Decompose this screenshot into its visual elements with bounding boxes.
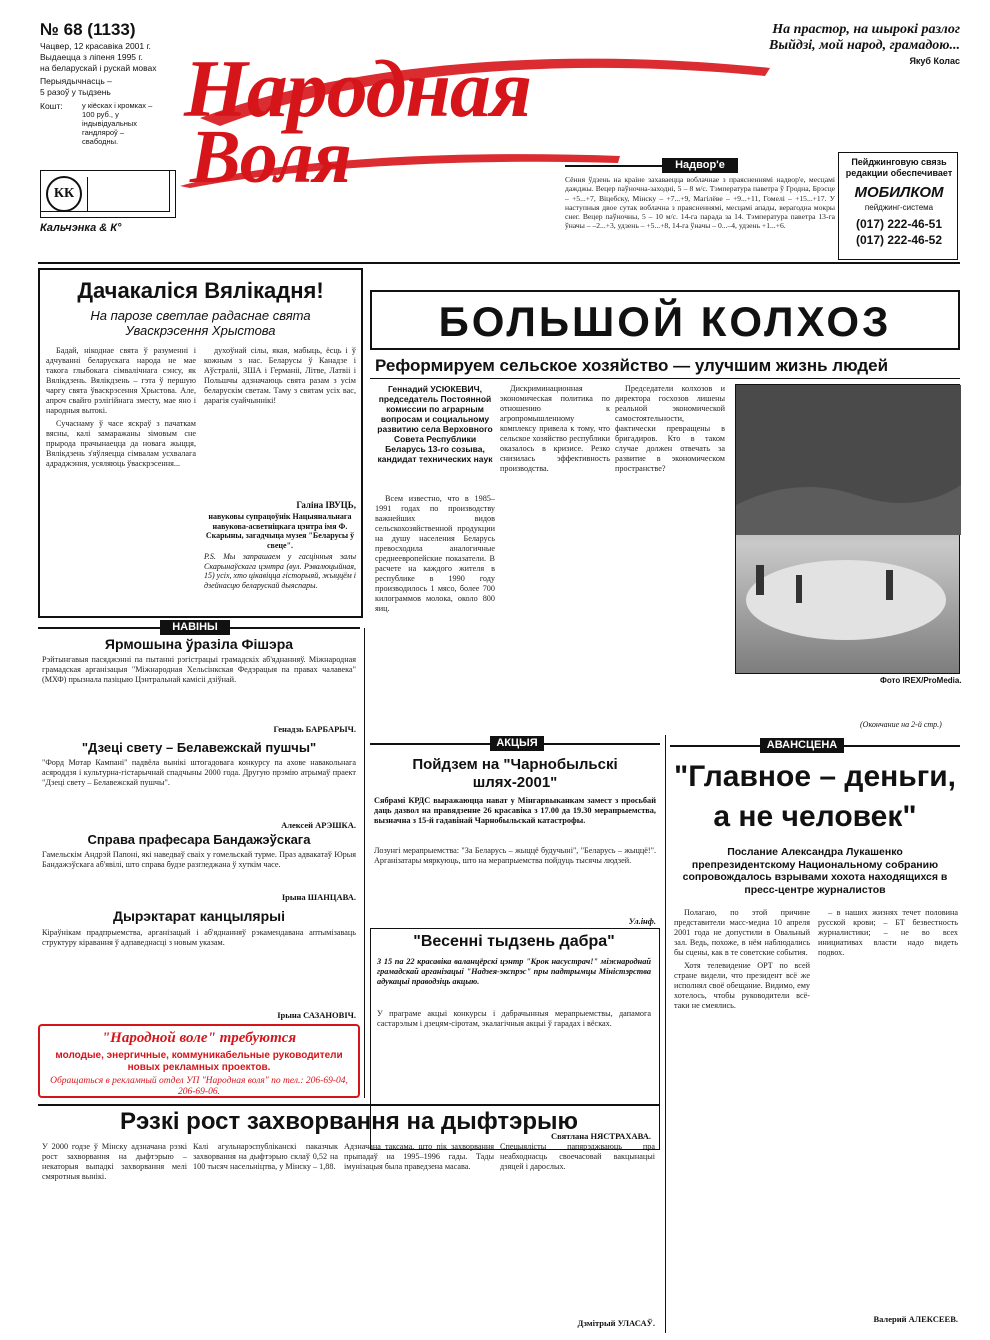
navins-tag: НАВІНЫ <box>160 620 230 635</box>
wanted-ad <box>38 1024 360 1098</box>
kolkhoz-title: БОЛЬШОЙ КОЛХОЗ <box>438 298 892 345</box>
avantscena-title-2: а не человек" <box>713 800 917 833</box>
avantscena-sign: Валерий АЛЕКСЕЕВ. <box>873 1314 958 1324</box>
kolkhoz-col-3 <box>615 384 725 724</box>
kk-emblem-icon: КК <box>46 176 82 212</box>
navins-t2: "Форд Мотар Кампані" падвёла вынікі штогадовага конкурсу па ахове навакольнага асяроддзя і культурна-гістарычнай спадчыны 2000 года. Другую прэмію атрымаў праект "Дзеці свету – Белавежскай пушчы". <box>42 758 356 787</box>
navins-h3: Справа прафесара Бандажэўскага <box>87 832 311 847</box>
issue-number: № 68 (1133) <box>40 20 136 39</box>
avantscena-tag: АВАНСЦЕНА <box>760 738 844 753</box>
avantscena-col-2 <box>818 908 958 1308</box>
chernobyl-tag: АКЦЫЯ <box>490 736 544 751</box>
pager-ad-title: Пейджинговую связь редакции обеспечивает <box>845 157 953 178</box>
title-line-2: Воля <box>190 115 351 199</box>
diphtheria-col-4: Спецыялісты папярэджваюць пра неабходнасць своечасовай вакцынацыі дзяцей і дарослых. <box>500 1142 655 1171</box>
kolkhoz-para-3: Председатели колхозов и директора госхозов лишены реальной экономической самостоятельности, фактически превращены в бригадиров. Кто в таком случае должен отвечать за развитие в экономическом пространстве? <box>615 384 725 473</box>
kk-small-print <box>87 177 171 211</box>
kolkhoz-subtitle: Реформируем сельское хозяйство — улучшим жизнь людей <box>375 356 889 375</box>
kk-box <box>40 170 176 218</box>
easter-col-1 <box>46 346 196 608</box>
wanted-text: молодые, энергичные, коммуникабельные руководители новых рекламных проектов. <box>55 1050 343 1073</box>
kindness-lead: З 15 па 22 красавіка валанцёрскі цэнтр "Крок насустрач!" міжнароднай грамадскай арганізацыі "Надзея-экспрэс" пры падтрымцы Міністэрства адукацыі праводзіць акцыю. <box>377 957 651 986</box>
kolkhoz-subtitle-rule <box>370 378 960 379</box>
kolkhoz-col-1 <box>375 494 495 724</box>
diphtheria-title: Рэзкі рост захворвання на дыфтэрыю <box>119 1108 579 1135</box>
price-value: у кіёсках і кромках – 100 руб., у індывідуальных гандляроў – свабодны. <box>82 101 153 146</box>
kolkhoz-para-2: Дискриминационная экономическая политика по отношению к агропромышленному комплексу привела к тому, что сельское хозяйство республики оказалось в кризисе. Резко снизилась эффективность производства. <box>500 384 610 473</box>
avantscena-para-1: Полагаю, по этой причине представители масс-медиа 10 апреля 2001 года не допустили в Овальный зал. Ведь, похоже, в нём наблюдались бы сцены, как в те советские события. <box>674 908 810 957</box>
navins-t4: Кіраўнікам прадпрыемства, арганізацый і аб'яднанняў рэкамендавана аптымізаваць структуру кіравання ў адпаведнасці з новым указам. <box>42 928 356 947</box>
motto-author: Якуб Колас <box>909 56 960 66</box>
pager-ad-brand: МОБИЛКОМ <box>854 184 944 201</box>
navins-sign-2: Алексей АРЭШКА. <box>281 820 356 830</box>
wanted-title: "Народной воле" требуются <box>101 1030 297 1046</box>
period-value: 5 разоў у тыдзень <box>40 87 111 97</box>
easter-col-2 <box>204 346 356 496</box>
diphtheria-col-3: Адзначана таксама, што пік захворвання прыпадаў на 1995–1996 гады. Тады імунізацыя была праведзена масава. <box>344 1142 494 1171</box>
kolkhoz-continued: (Окончание на 2-й стр.) <box>860 720 942 729</box>
diphtheria-col-1: У 2000 годзе ў Мінску адзначана рэзкі рост захворвання на дыфтэрыю – некаторыя выпадкі захворвання мелі смяротныя вынікі. <box>42 1142 187 1181</box>
easter-subtitle: На парозе светлае радаснае свята Уваскрэсення Хрыстова <box>90 308 311 338</box>
pager-ad-phone-1: (017) 222-46-51 <box>855 217 943 231</box>
diphtheria-rule <box>38 1104 660 1106</box>
easter-para-3: духоўнай сілы, якая, мабыць, ёсць і ў кожным з нас. Беларусы ў Канадзе і Аўстраліі, ЗША і Германіі, Літве, Латвіі і Польшчы адзначаюць свята разам з усім беларускім светам. Таму з святам усіх вас, дарагія суайчыннікі! <box>204 346 356 405</box>
kolkhoz-headline-box <box>370 290 960 350</box>
easter-title: Дачакаліся Вялікадня! <box>77 278 324 303</box>
navins-t1: Рэйтынгавыя пасяджэнні па пытанні рэгістрацыі грамадскіх аб'яднанняў. Міжнародная грамадская арганізацыя "Міжнародная Хельсінкская Федэрацыя па правах чалавека" (МХФ) прызнала пазіцыю Цэнтральнай камісіі дзіўнай. <box>42 655 356 684</box>
founded-note: Выдаецца з ліпеня 1995 г. <box>40 52 143 62</box>
kindness-body: У праграме акцыі конкурсы і дабрачынныя мерапрыемствы, дапамога састарэлым і дзецям-сіротам, экалагічныя акцыі ў гарадах і вёсках. <box>377 1009 651 1028</box>
kindness-title: "Весенні тыдзень дабра" <box>413 933 615 950</box>
kk-label: Кальчэнка & К° <box>40 222 122 234</box>
chernobyl-lead: Сябрамі КРДС выражаюцца нават у Мінгарвыканкам замест з просьбай даць дазвол на правядзенне 26 красавіка з 17.00 да 19.30 мерапрыемства, вызначна з 15-й гадавінай Чарнобыльскай катастрофы. <box>374 796 656 825</box>
easter-article <box>38 268 363 618</box>
navins-sign-1: Генадзь БАРБАРЫЧ. <box>273 724 356 734</box>
easter-signature-role: навуковы супрацоўнік Нацыянальнага навукова-асветніцкага цэнтра імя Ф. Скарыны, загадчыца музея "Беларусы ў свеце". <box>205 512 355 550</box>
navins-sign-4: Ірына САЗАНОВІЧ. <box>277 1010 356 1020</box>
kolkhoz-lead: Геннадий УСЮКЕВИЧ, председатель Постоянной комиссии по аграрным вопросам и социальному развитию села Верховного Совета Республики Беларусь 13-го созыва, кандидат технических наук <box>377 384 493 464</box>
kindness-sign: Святлана НЯСТРАХАВА. <box>551 1131 651 1141</box>
pager-ad-brand-sub: пейджинг-система <box>864 203 934 212</box>
kolkhoz-col-2 <box>500 384 610 724</box>
masthead-bottom-rule <box>38 262 960 264</box>
col-rule-right <box>665 735 666 1333</box>
weather-tag: Надвор'е <box>662 158 738 173</box>
kolkhoz-photo <box>735 384 960 674</box>
avantscena-para-2: Хотя телевидение ОРТ по всей стране видели, что президент всё же исполнял своё обещание. Видимо, ему хотелось, чтобы руководители всё-таки не смеялись. <box>674 961 810 1010</box>
chernobyl-body: Лозунгі мерапрыемства: "За Беларусь – жыццё будучыні", "Беларусь – жыццё!". Арганізатары мяркуюць, што на мерапрыемства пойдуць тысячы людзей. <box>374 846 656 865</box>
issue-date: Чацвер, 12 красавіка 2001 г. <box>40 41 151 51</box>
kolkhoz-photo-caption: Фото IREX/ProMedia. <box>880 676 962 685</box>
motto-line-1: На прастор, на шырокі разлог <box>772 22 960 37</box>
easter-para-2: Сучаснаму ў часе яскраў з пачаткам вясны, калі замаражаны зімовым сне прырода прачынаецца да новага жыцця, Вялікдзень з'яўляецца сімвалам усхвалага адраджэння, усяляюць ўваскрэсення... <box>46 419 196 468</box>
pager-ad-phone-2: (017) 222-46-52 <box>855 233 943 247</box>
period-label: Перыядычнасць – <box>40 76 112 86</box>
avantscena-title-1: "Главное – деньги, <box>674 760 956 793</box>
navins-h2: "Дзеці свету – Белавежскай пушчы" <box>81 740 317 755</box>
kolkhoz-photo-scene <box>736 385 961 675</box>
pager-ad <box>838 152 958 260</box>
easter-signature: Галіна ІВУЦЬ, <box>296 500 356 510</box>
navins-t3: Гамельскім Андрэй Папоні, які наведваў сваіх у гомельскай турме. Праз адвакатаў Юрыя Бандажэўскага аб'явілі, што справа будзе разгледжана ў хуткім часе. <box>42 850 356 869</box>
navins-sign-3: Ірына ШАНЦАВА. <box>281 892 356 902</box>
chernobyl-title: Пойдзем на "Чарнобыльскі шлях-2001" <box>412 756 618 791</box>
diphtheria-sign: Дзмітрый УЛАСАЎ. <box>577 1318 655 1328</box>
diphtheria-col-2: Калі агульнарэспубліканскі паказчык захворвання на дыфтэрыю склаў 0,52 на 100 тысяч насельніцтва, у Мінску – 1,88. <box>193 1142 338 1171</box>
navins-h1: Ярмошына ўразіла Фішэра <box>104 636 294 652</box>
avantscena-col-1 <box>674 908 810 1328</box>
weather-text: Сёння ўдзень на краіне захаваецца воблачнае з праясненнямі надвор'е, месцамі дажджы. Вецер паўночна-заходні, 5 – 8 м/с. Тэмпература паветра ў Гродна, Брэсце – +5...+7, Віцебску, Мінску – +7...+9, Магілёве – +9...+11, Гомелі – +15...+17. У наступныя двое сутак воблачна з праясненнямі, месцамі апады, верагодна мокры снег. Вецер паўночны, 5 – 10 м/с. 14-га парада за 14. Тэмпература паветра 13-га ўначы – –2...+3, удзень – +5...+8, 14-га ўначы – 0...–4, удзень +1...+6. <box>565 175 835 231</box>
avantscena-para-3: – в наших жизнях течет половина русской крови; – БТ безвестность журналистики; – не во всех инициативах власти надо видеть подвох. <box>818 908 958 957</box>
kolkhoz-para-1: Всем известно, что в 1985–1991 годах по производству важнейших видов сельскохозяйственной продукции на душу населения Беларусь превосходила аналогичные среднеевропейские показатели. В расчете на каждого жителя в республике в 1990 году производилось 1 мясо, более 700 килограммов молока, около 800 яиц. <box>375 494 495 613</box>
languages-note: на беларускай і рускай мовах <box>40 63 157 73</box>
navins-h4: Дырэктарат канцылярыі <box>112 908 286 924</box>
easter-ps: P.S. Мы запрашаем у гасцінныя залы Скарынаўскага цэнтра (вул. Рэвалюцыйная, 15) усіх, хто цікавіцца гісторыяй, жыццём і дзейнасцю беларускай дыяспары. <box>204 552 356 590</box>
wanted-contact: Обращаться в рекламный отдел УП "Народная воля" по тел.: 206-69-04, 206-69-06. <box>50 1076 348 1097</box>
col-rule-left <box>364 628 365 1098</box>
avantscena-subtitle: Послание Александра Лукашенко препрезидентскому Национальному собранию сопровождалось взрывами хохота находящихся в пресс-центре журналистов <box>682 846 948 896</box>
motto-line-2: Выйдзі, мой народ, грамадою... <box>769 38 960 53</box>
title-line-1: Народная <box>184 43 532 134</box>
chernobyl-sign: Ул.інф. <box>628 916 656 926</box>
price-label: Кошт: <box>40 101 63 111</box>
easter-para-1: Бадай, нікоднае свята ў разуменні і адчуванні беларускага народа не мае такога глыбокага сімвалічнага сэнсу, як Вялікдзень. Вялікдзень – гэта ў першую чаргу свята ўваскрэсення Хрыстова. Але, апроч свайго рэлігійнага зместу, мае яно і народныя вытокі. <box>46 346 196 415</box>
weather-rule <box>565 165 662 167</box>
